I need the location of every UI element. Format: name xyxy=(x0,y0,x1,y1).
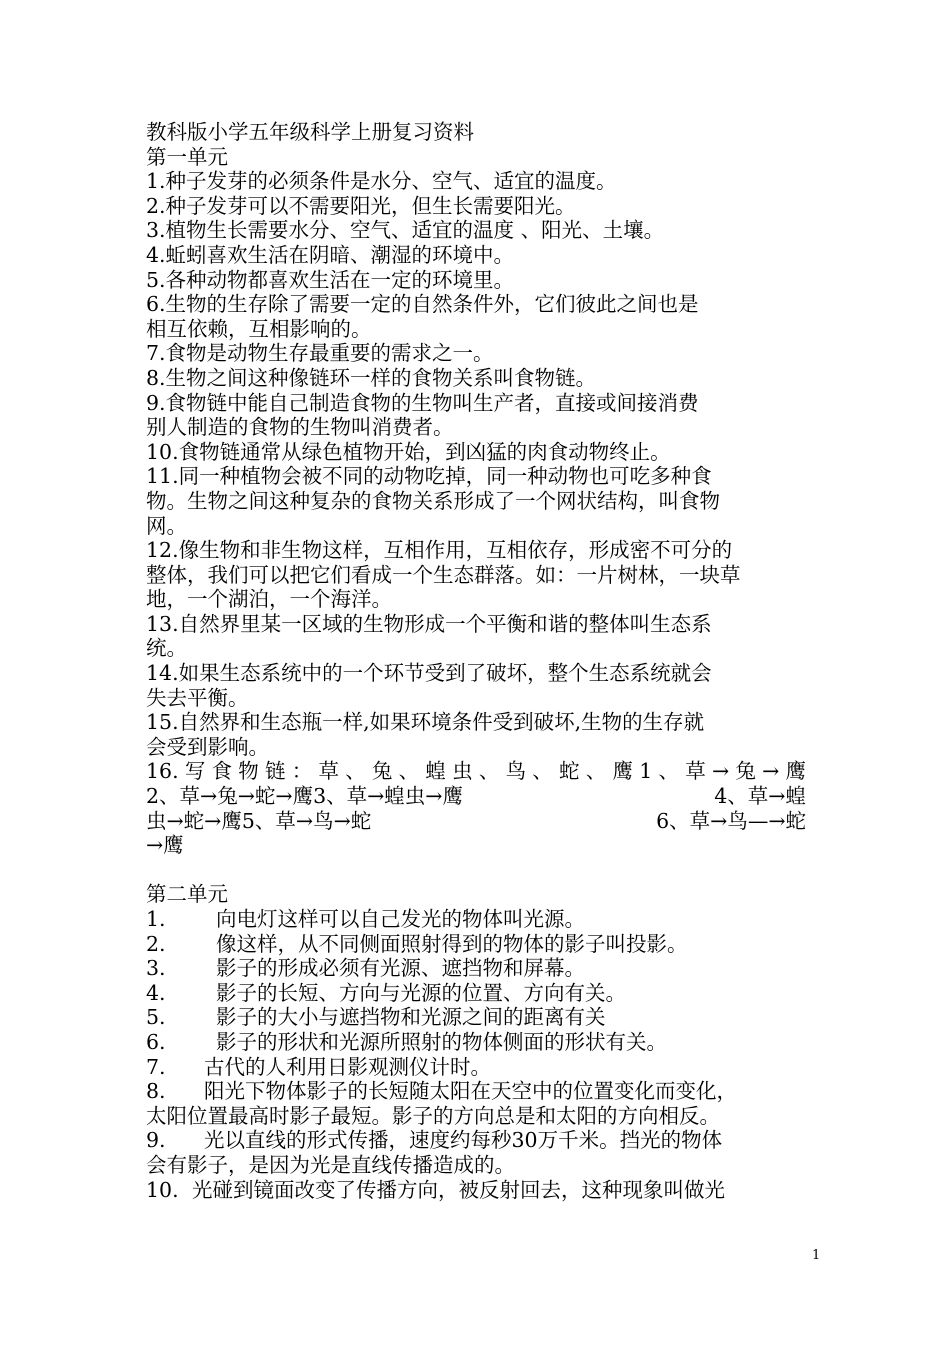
unit2-item xyxy=(146,1030,806,1055)
unit1-line: 10.食物链通常从绿色植物开始，到凶猛的肉食动物终止。 xyxy=(146,439,671,464)
unit1-line: 整体，我们可以把它们看成一个生态群落。如：一片树林，一块草 xyxy=(146,562,741,587)
item-number: 8. xyxy=(146,1079,166,1104)
item-number: 3. xyxy=(146,956,166,981)
unit2-item-continuation: 会有影子，是因为光是直线传播造成的。 xyxy=(146,1152,515,1177)
unit1-line: 物。生物之间这种复杂的食物关系形成了一个网状结构，叫食物 xyxy=(146,488,720,513)
unit1-line: 7.食物是动物生存最重要的需求之一。 xyxy=(146,341,494,366)
food-chain-line xyxy=(146,759,806,784)
unit1-line: 13.自然界里某一区域的生物形成一个平衡和谐的整体叫生态系 xyxy=(146,611,712,636)
unit1-line: 5.各种动物都喜欢生活在一定的环境里。 xyxy=(146,267,515,292)
unit1-line: 别人制造的食物的生物叫消费者。 xyxy=(146,415,454,440)
food-chain-text: 虫→蛇→鹰5、草→鸟→蛇 xyxy=(146,808,372,833)
unit2-item xyxy=(146,981,806,1006)
unit1-heading: 第一单元 xyxy=(146,144,228,169)
food-chain-line xyxy=(146,784,806,809)
unit1-line: 网。 xyxy=(146,513,187,538)
unit2-item xyxy=(146,1055,806,1080)
unit1-line: 3.植物生长需要水分、空气、适宜的温度 、阳光、土壤。 xyxy=(146,218,665,243)
unit1-line: 相互依赖，互相影响的。 xyxy=(146,316,372,341)
unit1-line: 12.像生物和非生物这样，互相作用，互相依存，形成密不可分的 xyxy=(146,538,733,563)
unit2-item xyxy=(146,932,806,957)
unit2-item xyxy=(146,907,806,932)
food-chain-text: 16.写食物链：草、兔、蝗虫、鸟、蛇、鹰1、草→兔→鹰 xyxy=(146,759,806,784)
unit2-item xyxy=(146,1079,806,1104)
item-text: 向电灯这样可以自己发光的物体叫光源。 xyxy=(216,907,585,931)
item-number: 6. xyxy=(146,1029,166,1054)
item-text: 影子的大小与遮挡物和光源之间的距离有关 xyxy=(216,1005,606,1030)
item-number: 2. xyxy=(146,931,166,956)
document-title: 教科版小学五年级科学上册复习资料 xyxy=(146,120,474,144)
unit1-line: 15.自然界和生态瓶一样,如果环境条件受到破坏,生物的生存就 xyxy=(146,710,705,735)
unit2-item-continuation: 太阳位置最高时影子最短。影子的方向总是和太阳的方向相反。 xyxy=(146,1103,720,1128)
item-number: 4. xyxy=(146,980,166,1005)
section-spacer xyxy=(146,858,806,883)
item-text: 光碰到镜面改变了传播方向，被反射回去，这种现象叫做光 xyxy=(192,1177,725,1202)
item-number: 9. xyxy=(146,1128,166,1153)
food-chain-text: 2、草→兔→蛇→鹰3、草→蝗虫→鹰 xyxy=(146,784,463,809)
food-chain-text: 4、草→蝗 xyxy=(714,784,806,809)
item-number: 1. xyxy=(146,907,166,931)
item-text: 影子的形成必须有光源、遮挡物和屏幕。 xyxy=(216,956,585,981)
item-text: 古代的人利用日影观测仪计时。 xyxy=(204,1054,491,1079)
document-page xyxy=(146,120,806,1202)
item-text: 像这样，从不同侧面照射得到的物体的影子叫投影。 xyxy=(216,931,688,956)
unit1-line: 1.种子发芽的必须条件是水分、空气、适宜的温度。 xyxy=(146,169,617,194)
unit1-line: 地，一个湖泊，一个海洋。 xyxy=(146,587,392,612)
unit1-line: 2.种子发芽可以不需要阳光，但生长需要阳光。 xyxy=(146,193,576,218)
item-text: 影子的形状和光源所照射的物体侧面的形状有关。 xyxy=(216,1029,667,1054)
unit1-line: 6.生物的生存除了需要一定的自然条件外，它们彼此之间也是 xyxy=(146,292,699,317)
unit2-heading: 第二单元 xyxy=(146,882,228,907)
item-text: 阳光下物体影子的长短随太阳在天空中的位置变化而变化， xyxy=(204,1079,737,1104)
unit1-line: 9.食物链中能自己制造食物的生物叫生产者，直接或间接消费 xyxy=(146,390,699,415)
food-chain-line xyxy=(146,809,806,834)
unit1-line: 14.如果生态系统中的一个环节受到了破坏，整个生态系统就会 xyxy=(146,661,712,686)
unit1-line: 统。 xyxy=(146,636,187,661)
unit1-line: 4.蚯蚓喜欢生活在阴暗、潮湿的环境中。 xyxy=(146,242,515,267)
food-chain-line: →鹰 xyxy=(146,833,184,858)
unit1-line: 8.生物之间这种像链环一样的食物关系叫食物链。 xyxy=(146,365,597,390)
item-number: 5. xyxy=(146,1005,166,1030)
unit1-line: 会受到影响。 xyxy=(146,734,269,759)
unit2-item xyxy=(146,1128,806,1153)
unit2-item xyxy=(146,1178,806,1203)
item-text: 影子的长短、方向与光源的位置、方向有关。 xyxy=(216,980,626,1005)
item-number: 7. xyxy=(146,1054,166,1079)
unit1-line: 失去平衡。 xyxy=(146,685,249,710)
page-number: 1 xyxy=(812,1248,821,1263)
item-text: 光以直线的形式传播，速度约每秒30万千米。挡光的物体 xyxy=(204,1128,723,1153)
item-number: 10. xyxy=(146,1177,179,1202)
unit2-item xyxy=(146,956,806,981)
unit2-item xyxy=(146,1005,806,1030)
food-chain-text: 6、草→鸟—→蛇 xyxy=(656,808,806,833)
unit1-line: 11.同一种植物会被不同的动物吃掉，同一种动物也可吃多种食 xyxy=(146,464,712,489)
